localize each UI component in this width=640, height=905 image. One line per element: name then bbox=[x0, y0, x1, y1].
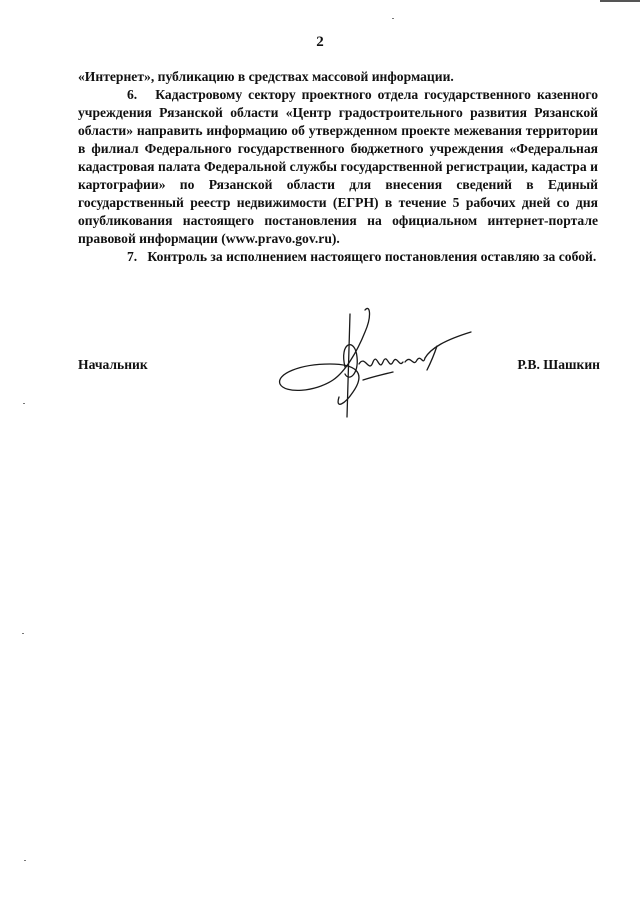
paragraph-continuation: «Интернет», публикацию в средствах массовой информации. bbox=[78, 69, 454, 84]
scan-edge-artifact bbox=[600, 0, 640, 2]
signatory-position: Начальник bbox=[78, 357, 148, 372]
scan-speck bbox=[22, 633, 24, 634]
scan-speck bbox=[392, 18, 394, 19]
document-body bbox=[78, 68, 598, 266]
paragraph-item-6: 6. Кадастровому сектору проектного отдела государственного казенного учреждения Рязанской области «Центр градостроительного развития Рязанской области» направить информацию об утвержденном проекте межевания территории в филиал Федерального государственного бюджетного учреждения «Федеральная кадастровая палата Федеральной службы государственной регистрации, кадастра и картографии» по Рязанской области для внесения сведений в Единый государственный реестр недвижимости (ЕГРН) в течение 5 рабочих дней со дня опубликования настоящего постановления на официальном интернет-портале правовой информации (www.pravo.gov.ru). bbox=[78, 87, 598, 246]
signatory-name: Р.В. Шашкин bbox=[517, 357, 600, 372]
scan-speck bbox=[23, 403, 25, 404]
scan-speck bbox=[24, 860, 26, 861]
handwritten-signature bbox=[275, 302, 475, 422]
paragraph-item-7: 7. Контроль за исполнением настоящего постановления оставляю за собой. bbox=[127, 249, 597, 264]
page-number: 2 bbox=[316, 34, 324, 50]
